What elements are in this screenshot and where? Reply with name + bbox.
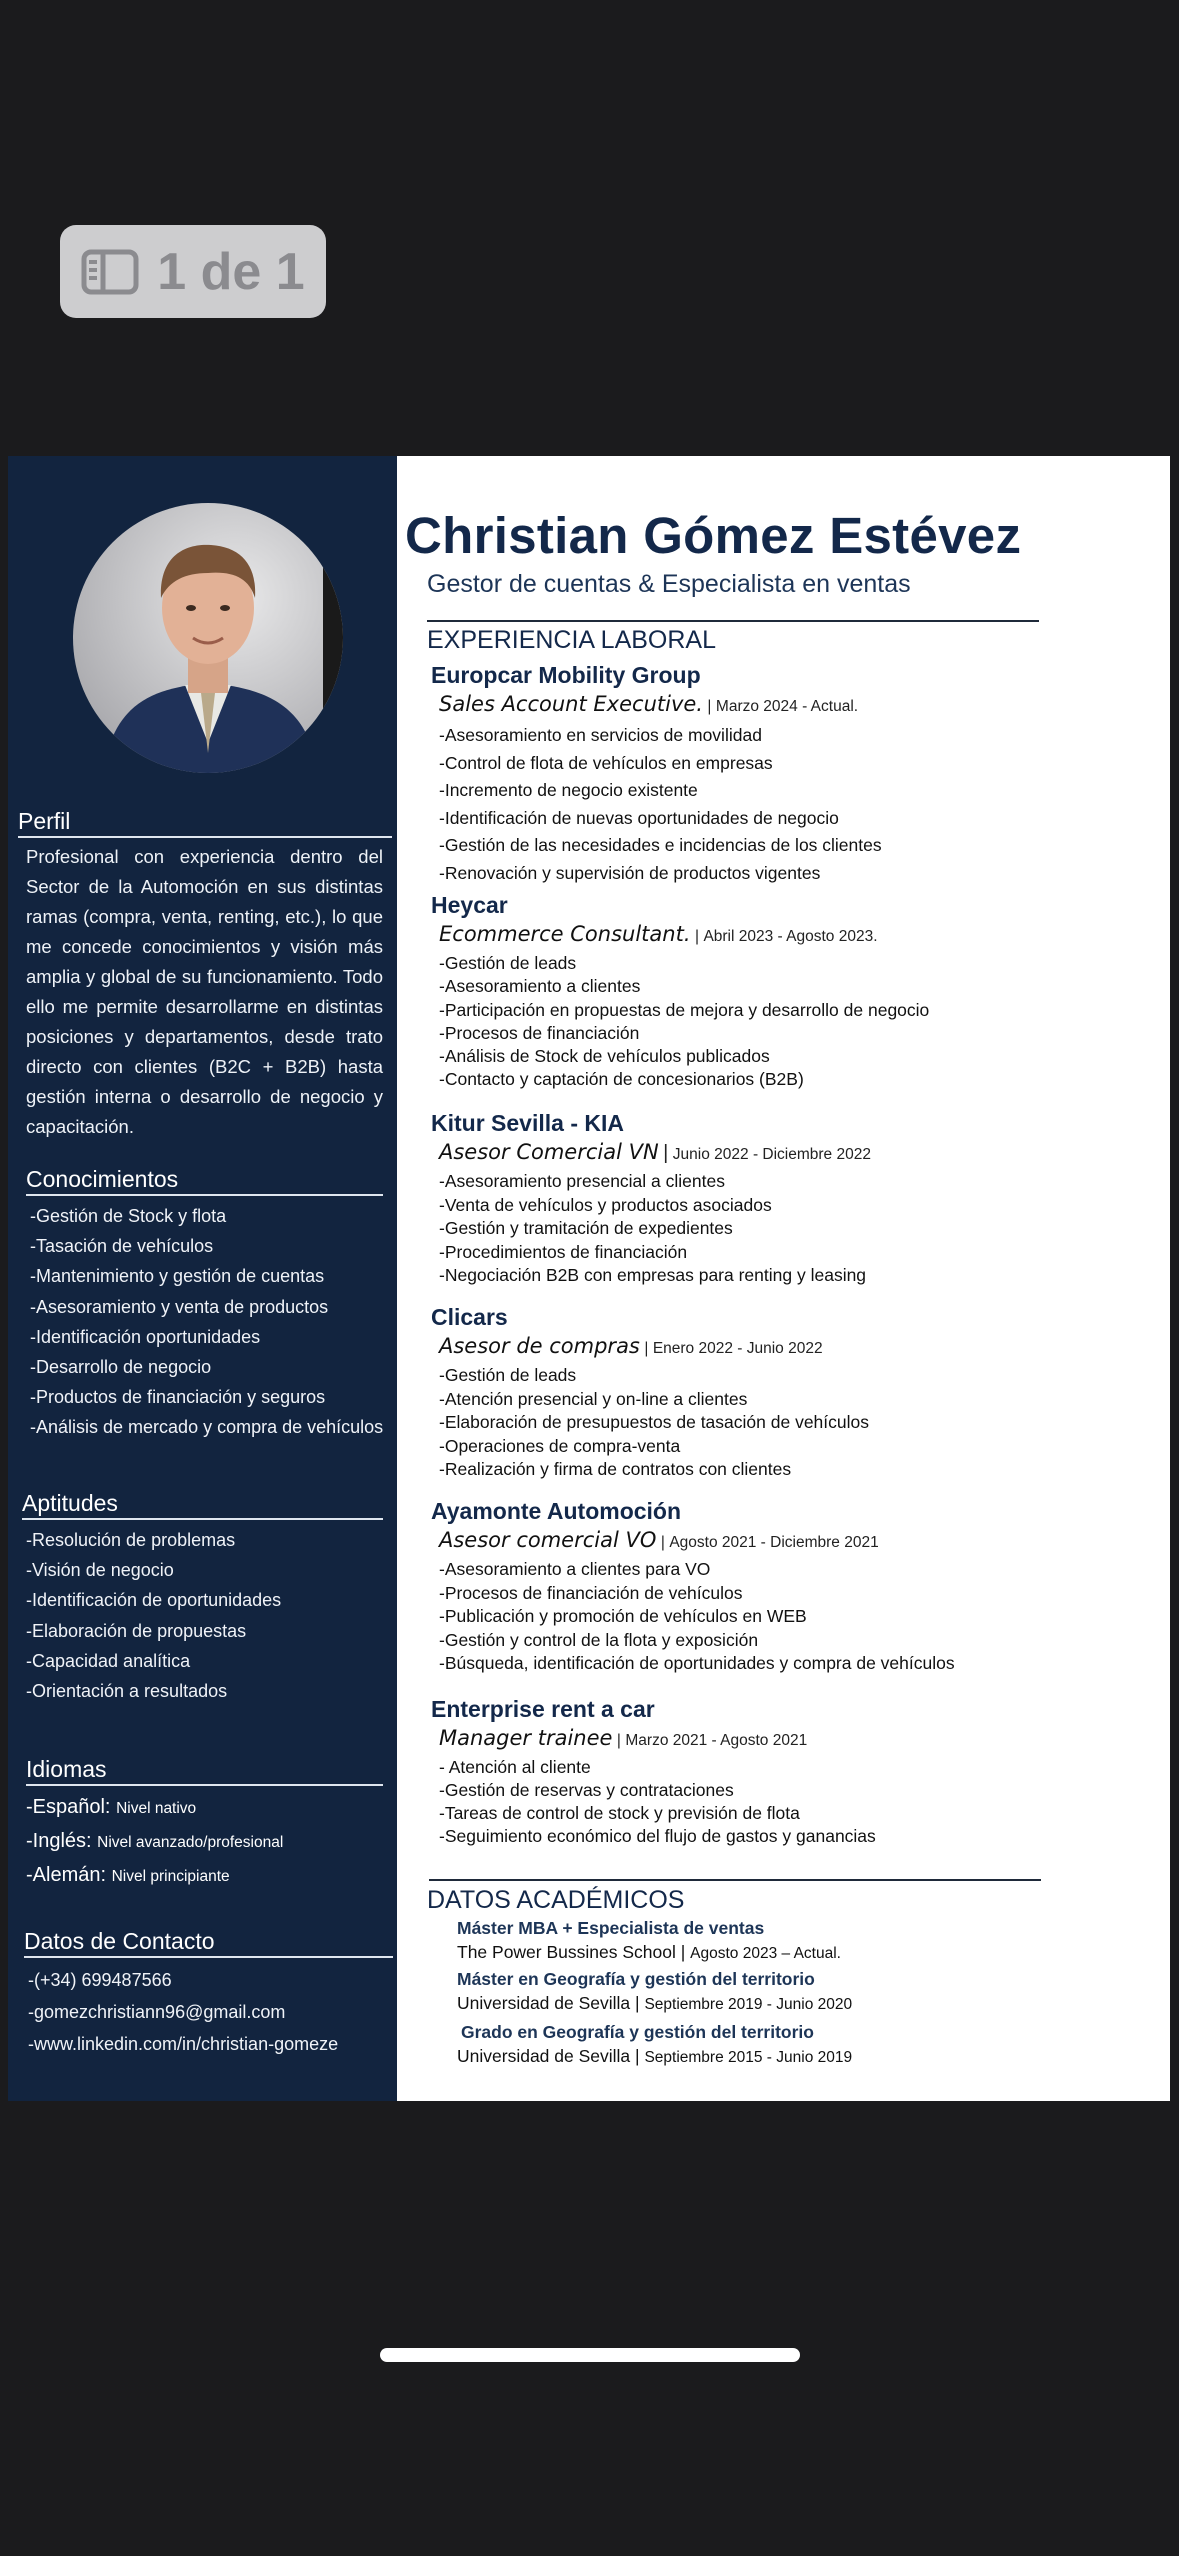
job-dates: Marzo 2024 - Actual. (715, 698, 859, 715)
list-item: -Gestión y tramitación de expedientes (439, 1218, 733, 1238)
list-item: -Elaboración de propuestas (26, 1620, 247, 1641)
job-role (439, 1528, 1031, 1558)
job-company: Kitur Sevilla - KIA (431, 1110, 624, 1136)
list-item: -Gestión de las necesidades e incidencias de los clientes (439, 835, 882, 855)
language-level: Nivel nativo (116, 1800, 197, 1817)
divider (429, 1879, 1041, 1881)
edu-institution-line: Universidad de Sevilla | Septiembre 2015 - Junio 2019 (457, 2046, 853, 2066)
edu-dates: Septiembre 2019 - Junio 2020 (644, 1996, 853, 2013)
list-item: -Identificación de nuevas oportunidades de negocio (439, 807, 839, 828)
cv-sidebar (8, 456, 397, 2101)
job-dates: Agosto 2021 - Diciembre 2021 (669, 1534, 879, 1551)
job-role (439, 1334, 1031, 1364)
list-item: -Productos de financiación y seguros (30, 1387, 326, 1408)
list-item: -Control de flota de vehículos en empresas (439, 752, 773, 773)
list-item: -Mantenimiento y gestión de cuentas (30, 1266, 325, 1287)
job-role-title: Ecommerce Consultant. (439, 922, 691, 946)
job-dates: Enero 2022 - Junio 2022 (652, 1340, 823, 1357)
list-item: -Gestión de leads (439, 1365, 577, 1385)
contacto-list (28, 1970, 393, 2066)
experiencia-title: EXPERIENCIA LABORAL (427, 626, 717, 654)
edu-institution: Universidad de Sevilla (457, 1993, 631, 2013)
list-item: -Seguimiento económico del flujo de gastos y ganancias (439, 1826, 876, 1846)
profile-photo (73, 503, 343, 773)
job-dates: Abril 2023 - Agosto 2023. (703, 928, 878, 945)
language-item (26, 1830, 283, 1864)
edu-institution-line: The Power Bussines School | Agosto 2023 – Actual. (457, 1942, 841, 1962)
list-item: -Asesoramiento en servicios de movilidad (439, 725, 762, 745)
divider (427, 620, 1039, 622)
list-item: -Participación en propuestas de mejora y desarrollo de negocio (439, 999, 930, 1020)
list-item: -Tasación de vehículos (30, 1236, 214, 1257)
list-item: -Atención presencial y on-line a clientes (439, 1388, 748, 1409)
contact-email[interactable]: -gomezchristiann96@gmail.com (28, 2002, 286, 2022)
aptitudes-list (26, 1530, 386, 1711)
list-item: -Gestión de Stock y flota (30, 1206, 227, 1226)
perfil-text: Profesional con experiencia dentro del Sector de la Automoción en sus distintas ramas (compra, venta, renting, etc.), lo que me concede conocimientos y visión más amplia y global de su funcionamiento. Todo ello me permite desarrollarme en distintas posiciones y departamentos, desde trato directo con clientes (B2C + B2B) hasta gestión interna o desarrollo de negocio y capacitación. (26, 846, 383, 1137)
list-item: -Incremento de negocio existente (439, 780, 698, 800)
job-duties (439, 1558, 1031, 1676)
idiomas-title: Idiomas (26, 1756, 383, 1786)
job-role-title: Asesor de compras (439, 1334, 640, 1358)
list-item: -Desarrollo de negocio (30, 1356, 212, 1377)
list-item: -Asesoramiento presencial a clientes (439, 1171, 725, 1191)
job-dates-sep: | (707, 698, 712, 715)
language-name: -Español: (26, 1796, 111, 1818)
list-item: -Renovación y supervisión de productos vigentes (439, 862, 821, 883)
list-item: -Identificación oportunidades (30, 1326, 261, 1347)
job-ayamonte (431, 1498, 1031, 1676)
edu-item (457, 1918, 1017, 1970)
language-name: -Inglés: (26, 1830, 92, 1852)
job-role-title: Asesor comercial VO (439, 1528, 657, 1552)
edu-title: Máster en Geografía y gestión del territorio (457, 1969, 815, 1989)
job-company: Heycar (431, 892, 508, 918)
list-item: -Búsqueda, identificación de oportunidades y compra de vehículos (439, 1653, 955, 1673)
sidebar-panel-icon (81, 249, 139, 295)
page-indicator[interactable] (60, 225, 326, 318)
job-europcar (431, 662, 1031, 887)
list-item: -Elaboración de presupuestos de tasación de vehículos (439, 1412, 869, 1432)
list-item: -Resolución de problemas (26, 1530, 236, 1550)
job-role-title: Sales Account Executive. (439, 692, 703, 716)
idiomas-list (26, 1796, 283, 1898)
job-role-title: Asesor Comercial VN (439, 1140, 659, 1164)
list-item: -Visión de negocio (26, 1560, 174, 1581)
list-item: -Gestión y control de la flota y exposición (439, 1629, 759, 1650)
candidate-name: Christian Gómez Estévez (405, 507, 1022, 564)
job-company: Ayamonte Automoción (431, 1498, 682, 1524)
job-dates-sep: | (616, 1732, 621, 1749)
job-company: Clicars (431, 1304, 508, 1330)
list-item: -Asesoramiento a clientes (439, 976, 641, 997)
page-indicator-label: 1 de 1 (157, 242, 305, 301)
job-company: Enterprise rent a car (431, 1696, 655, 1722)
list-item: -Asesoramiento a clientes para VO (439, 1559, 711, 1579)
list-item: -Publicación y promoción de vehículos en WEB (439, 1606, 807, 1626)
job-role-title: Manager trainee (439, 1726, 613, 1750)
language-item (26, 1864, 283, 1898)
job-duties (439, 1364, 1031, 1482)
list-item: -Procesos de financiación (439, 1022, 640, 1043)
edu-institution-line: Universidad de Sevilla | Septiembre 2019 - Junio 2020 (457, 1993, 853, 2013)
list-item: -Procesos de financiación de vehículos (439, 1582, 743, 1603)
contacto-title: Datos de Contacto (24, 1928, 393, 1958)
language-level: Nivel avanzado/profesional (97, 1834, 284, 1851)
job-clicars (431, 1304, 1031, 1482)
job-dates-sep: | (644, 1340, 649, 1357)
language-item (26, 1796, 283, 1830)
cv-document (8, 456, 1170, 2101)
edu-institution: Universidad de Sevilla (457, 2046, 631, 2066)
list-item: -Venta de vehículos y productos asociados (439, 1194, 772, 1215)
list-item: -Capacidad analítica (26, 1650, 191, 1671)
list-item: -Gestión de leads (439, 953, 577, 973)
job-duties (439, 1170, 1031, 1288)
list-item: -Tareas de control de stock y previsión de flota (439, 1803, 800, 1823)
candidate-subtitle: Gestor de cuentas & Especialista en ventas (427, 570, 911, 598)
edu-item (457, 2022, 1021, 2074)
job-role (439, 1726, 1031, 1756)
list-item: -Realización y firma de contratos con clientes (439, 1459, 792, 1479)
perfil-title: Perfil (18, 808, 392, 838)
job-dates: Marzo 2021 - Agosto 2021 (625, 1732, 808, 1749)
job-dates-sep: | (663, 1142, 669, 1164)
list-item: -Gestión de reservas y contrataciones (439, 1780, 734, 1800)
edu-institution: The Power Bussines School (457, 1942, 676, 1962)
job-role (439, 692, 1031, 722)
language-name: -Alemán: (26, 1864, 107, 1886)
job-enterprise (431, 1696, 1031, 1848)
edu-item (457, 1969, 1017, 2021)
job-role (439, 1140, 1031, 1170)
job-duties (439, 952, 1031, 1092)
contact-linkedin[interactable]: -www.linkedin.com/in/christian-gomeze (28, 2034, 339, 2054)
job-heycar (431, 892, 1031, 1092)
edu-dates: Agosto 2023 – Actual. (690, 1945, 841, 1962)
list-item: -Orientación a resultados (26, 1680, 228, 1701)
list-item: -Operaciones de compra-venta (439, 1435, 681, 1456)
edu-title: Grado en Geografía y gestión del territorio (461, 2022, 814, 2042)
job-company: Europcar Mobility Group (431, 662, 701, 688)
edu-title: Máster MBA + Especialista de ventas (457, 1918, 765, 1938)
job-duties (439, 722, 1031, 887)
contact-phone[interactable]: -(+34) 699487566 (28, 1970, 172, 1990)
job-dates: Junio 2022 - Diciembre 2022 (672, 1146, 871, 1163)
list-item: -Análisis de Stock de vehículos publicados (439, 1046, 770, 1067)
list-item: -Análisis de mercado y compra de vehículos (30, 1417, 384, 1438)
list-item: -Identificación de oportunidades (26, 1590, 282, 1611)
job-role (439, 922, 1031, 952)
aptitudes-title: Aptitudes (22, 1490, 383, 1520)
conocimientos-list (30, 1206, 390, 1441)
list-item: -Contacto y captación de concesionarios (B2B) (439, 1069, 804, 1090)
job-duties (439, 1756, 1031, 1848)
cv-main (397, 456, 1170, 2101)
list-item: -Asesoramiento y venta de productos (30, 1296, 329, 1317)
list-item: -Procedimientos de financiación (439, 1241, 688, 1262)
job-kitur (431, 1110, 1031, 1288)
job-dates-sep: | (694, 928, 699, 945)
home-indicator[interactable] (380, 2348, 800, 2362)
academicos-title: DATOS ACADÉMICOS (427, 1886, 685, 1914)
conocimientos-title: Conocimientos (26, 1166, 383, 1196)
job-dates-sep: | (660, 1534, 665, 1551)
list-item: -Negociación B2B con empresas para renting y leasing (439, 1265, 867, 1285)
language-level: Nivel principiante (111, 1868, 230, 1885)
list-item: - Atención al cliente (439, 1757, 591, 1777)
edu-dates: Septiembre 2015 - Junio 2019 (644, 2049, 853, 2066)
